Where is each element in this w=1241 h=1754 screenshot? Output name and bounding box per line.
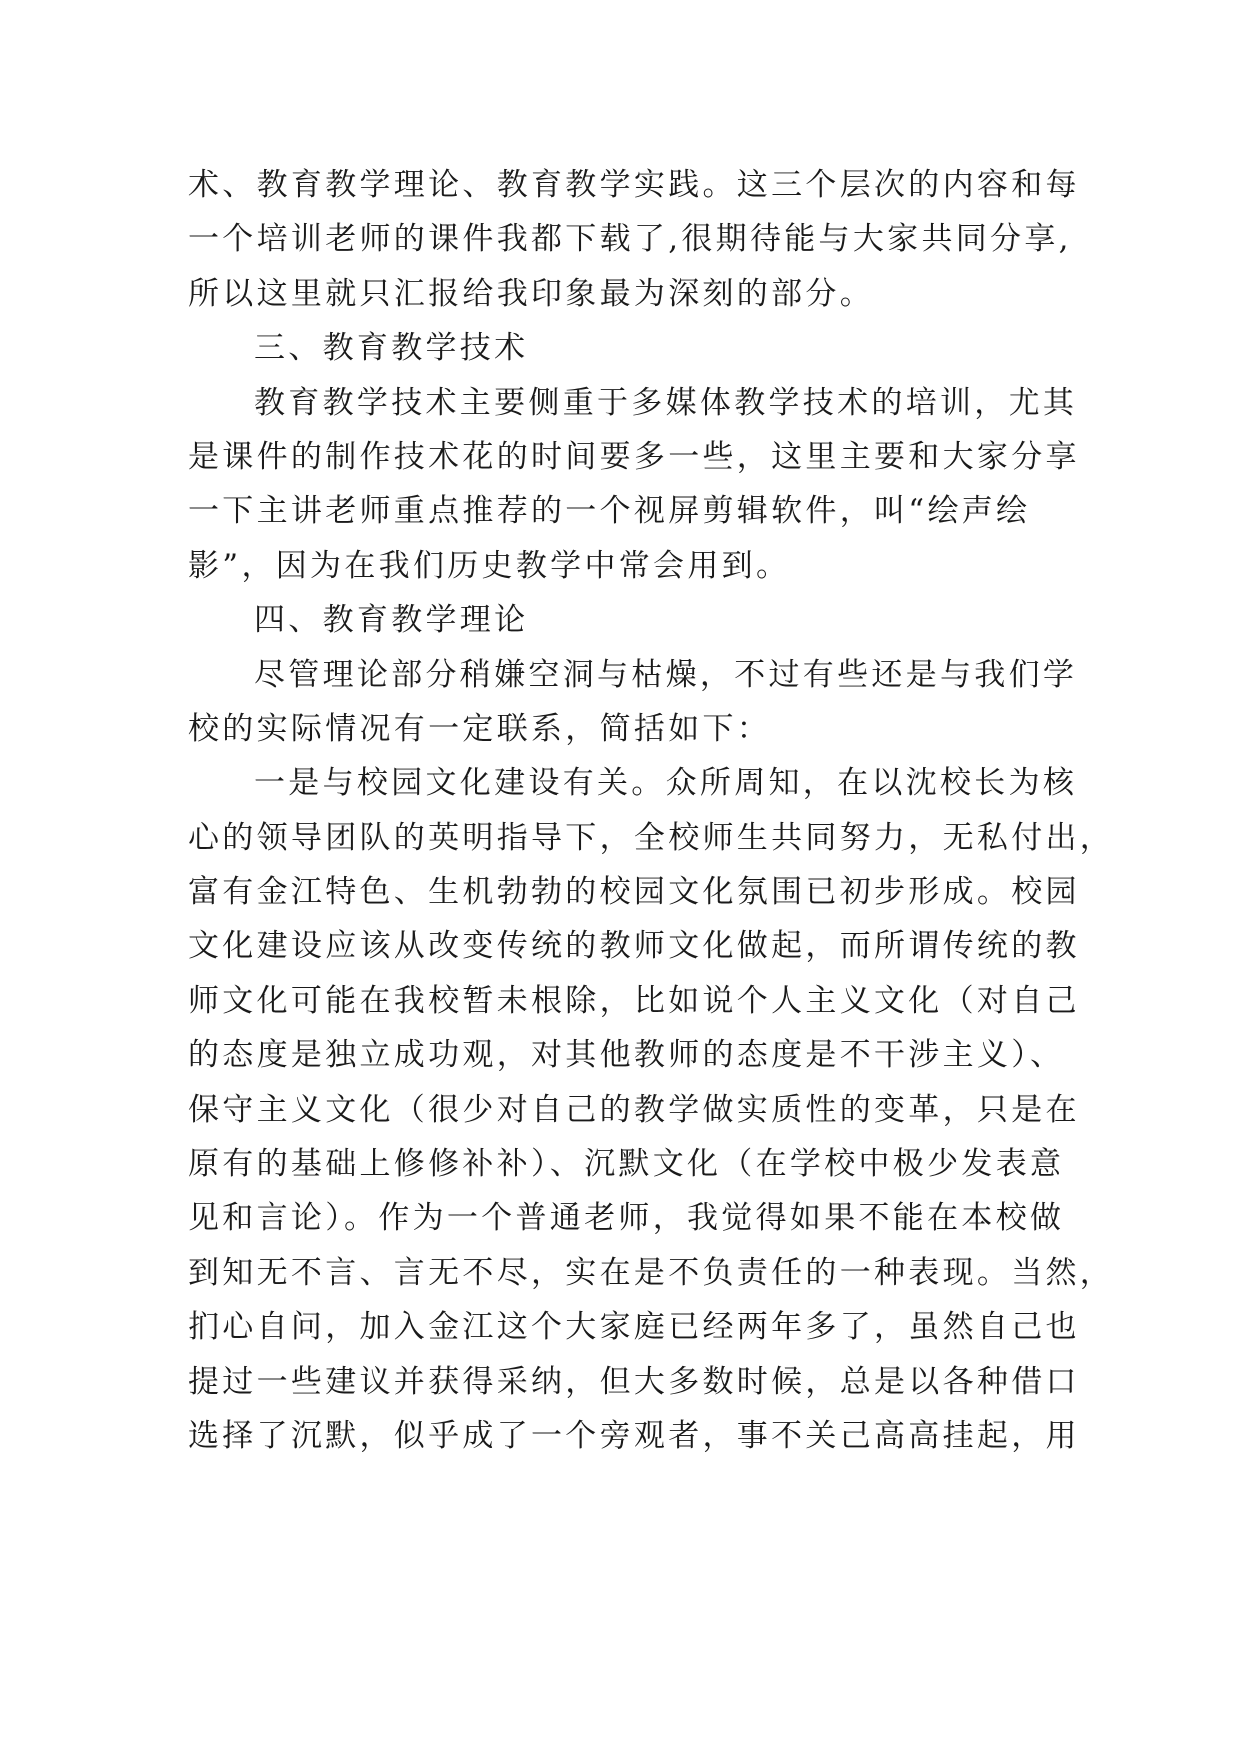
text-line: 文化建设应该从改变传统的教师文化做起，而所谓传统的教: [188, 928, 1080, 965]
text-line: 扪心自问，加入金江这个大家庭已经两年多了，虽然自己也: [188, 1309, 1080, 1346]
text-line: 术、教育教学理论、教育教学实践。这三个层次的内容和每: [188, 167, 1080, 203]
text-line: 选择了沉默，似乎成了一个旁观者，事不关己高高挂起，用: [188, 1417, 1080, 1454]
text-line: 一下主讲老师重点推荐的一个视屏剪辑软件，叫“绘声绘: [188, 493, 1031, 530]
text-line: 提过一些建议并获得采纳，但大多数时候，总是以各种借口: [188, 1363, 1080, 1400]
text-line: 校的实际情况有一定联系，简括如下：: [188, 710, 772, 747]
text-line: 原有的基础上修修补补）、沉默文化（在学校中极少发表意: [188, 1146, 1065, 1183]
text-line: 一个培训老师的课件我都下载了,很期待能与大家共同分享,: [188, 221, 1072, 258]
section-heading: 四、教育教学理论: [254, 602, 529, 639]
section-heading: 三、教育教学技术: [254, 330, 529, 367]
text-line: 师文化可能在我校暂未根除，比如说个人主义文化（对自己: [188, 982, 1080, 1019]
text-line: 到知无不言、言无不尽，实在是不负责任的一种表现。当然，: [188, 1254, 1115, 1291]
text-line: 的态度是独立成功观，对其他教师的态度是不干涉主义）、: [188, 1037, 1065, 1074]
text-line: 保守主义文化（很少对自己的教学做实质性的变革，只是在: [188, 1091, 1080, 1128]
text-line: 影”，因为在我们历史教学中常会用到。: [188, 547, 791, 584]
text-line: 见和言论）。作为一个普通老师，我觉得如果不能在本校做: [188, 1200, 1065, 1237]
text-line: 尽管理论部分稍嫌空洞与枯燥，不过有些还是与我们学: [254, 656, 1078, 693]
text-line: 所以这里就只汇报给我印象最为深刻的部分。: [188, 275, 874, 312]
text-line: 是课件的制作技术花的时间要多一些，这里主要和大家分享: [188, 438, 1080, 475]
text-line: 教育教学技术主要侧重于多媒体教学技术的培训，尤其: [254, 384, 1078, 421]
document-body: [188, 158, 1115, 1463]
text-line: 一是与校园文化建设有关。众所周知，在以沈校长为核: [254, 765, 1078, 802]
text-line: 富有金江特色、生机勃勃的校园文化氛围已初步形成。校园: [188, 874, 1080, 911]
text-line: 心的领导团队的英明指导下，全校师生共同努力，无私付出，: [188, 819, 1115, 856]
